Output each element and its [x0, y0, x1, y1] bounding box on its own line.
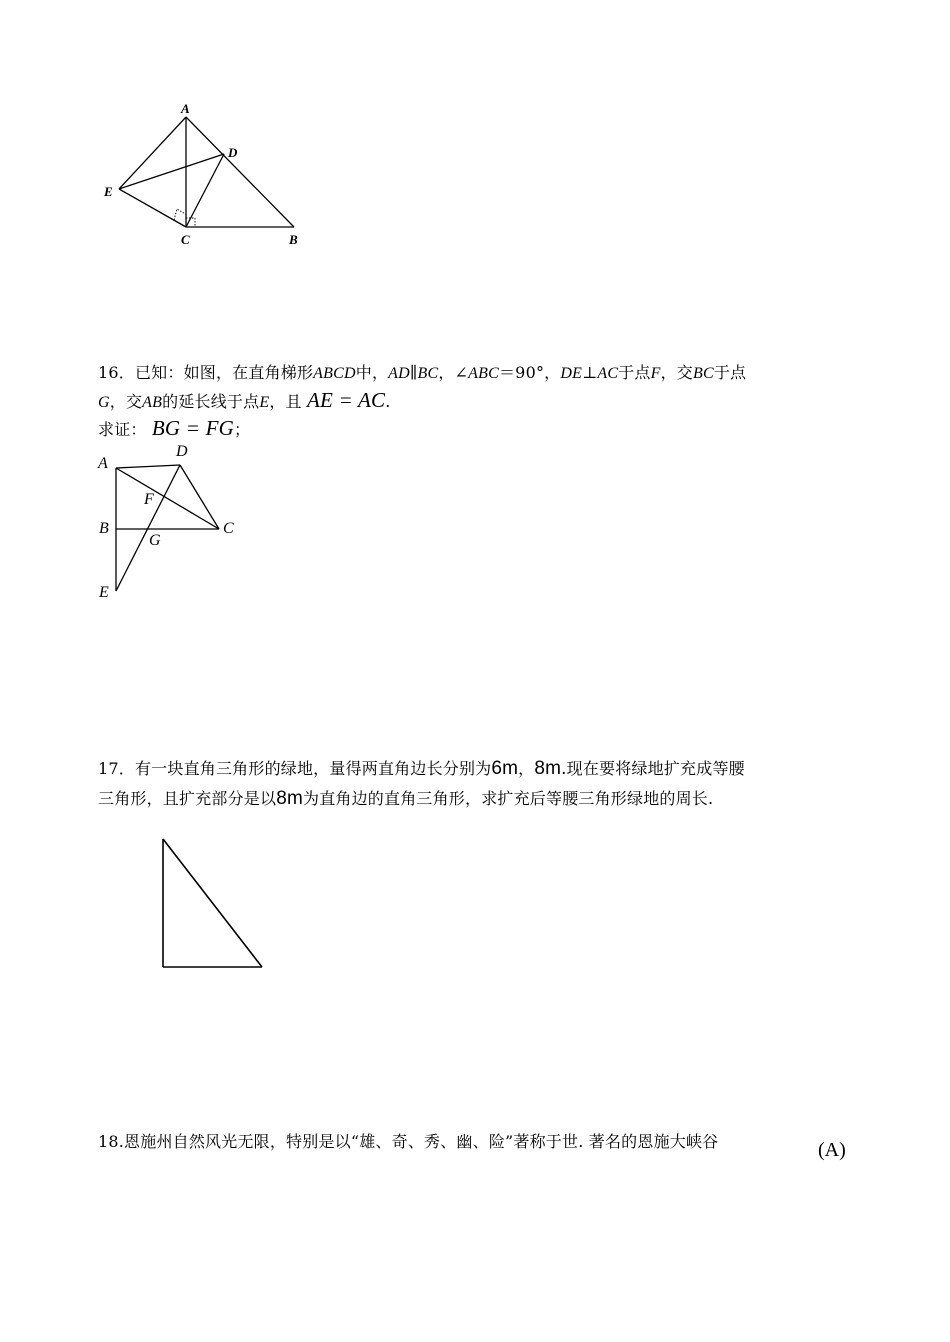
figure1-label-D: D [228, 145, 238, 160]
q17-value-6m: 6m [491, 758, 519, 779]
figure-right-triangle [155, 832, 275, 977]
q16-text: ，交 [109, 392, 143, 411]
q17-text: 三角形，且扩充部分是以 [98, 789, 277, 808]
q16-equation-ae-ac: AE = AC [307, 388, 386, 412]
perpendicular-symbol: ⊥ [582, 363, 598, 382]
q16-line1 [98, 360, 746, 383]
figure2-label-F: F [144, 491, 154, 508]
q16-ac: AC [597, 365, 619, 382]
q16-text: 于点 [618, 363, 651, 382]
q16-text: ，且 [269, 392, 302, 411]
q18-number: 18. [98, 1132, 125, 1151]
q17-text: 现在要将绿地扩充成等腰 [566, 759, 745, 778]
q16-abcd: ABCD [313, 365, 356, 382]
figure1-label-B: B [289, 232, 298, 247]
q16-de: DE [560, 365, 583, 382]
q16-line2 [98, 388, 391, 413]
q17-text: ， [518, 759, 535, 778]
q16-ab: AB [142, 394, 163, 411]
q16-text: 的延长线于点 [162, 392, 260, 411]
figure2-label-B: B [99, 520, 109, 537]
q16-ad: AD [388, 365, 410, 382]
figure2-label-A: A [98, 455, 108, 472]
q17-line1 [98, 756, 745, 780]
q16-text: ，∠ [438, 363, 469, 382]
figure2-label-C: C [223, 520, 234, 537]
parallel-symbol: ∥ [409, 363, 418, 382]
q16-text: ＝90°， [498, 363, 561, 382]
q16-f: F [650, 365, 661, 382]
q17-text: 为直角边的直角三角形，求扩充后等腰三角形绿地的周长. [303, 789, 714, 808]
figure2-label-D: D [176, 443, 188, 460]
q17-text: 有一块直角三角形的绿地，量得两直角边长分别为 [134, 759, 492, 778]
q16-text: 中， [355, 363, 389, 382]
q16-e: E [259, 394, 270, 411]
q16-number: 16． [98, 363, 135, 382]
q16-line3 [98, 416, 250, 441]
q17-value-8m: 8m. [534, 758, 567, 779]
figure2-label-G: G [149, 532, 161, 549]
q16-text: 于点 [713, 363, 747, 382]
q16-text: . [385, 392, 391, 411]
q16-equation-bg-fg: BG = FG [151, 416, 234, 440]
q17-value-8m-leg: 8m [276, 788, 303, 809]
q17-line2 [98, 786, 713, 810]
q16-abc: ABC [468, 365, 499, 382]
figure1-label-C: C [181, 232, 190, 247]
q16-bc: BC [417, 365, 439, 382]
q18-line1 [98, 1129, 718, 1152]
figure2-label-E: E [99, 584, 109, 601]
figure1-label-A: A [181, 101, 190, 116]
q16-prove-label: 求证： [98, 420, 147, 439]
q17-number: 17． [98, 759, 135, 778]
q18-text: 恩施州自然风光无限，特别是以“雄、奇、秀、幽、险”著称于世. 著名的恩施大峡谷 [124, 1132, 719, 1151]
q18-tail-marker: (A) [818, 1139, 846, 1161]
figure1-label-E: E [104, 184, 113, 199]
q16-text: ； [233, 420, 251, 439]
q16-bc: BC [693, 365, 714, 382]
q16-text: 已知：如图，在直角梯形 [134, 363, 314, 382]
q16-g: G [98, 394, 110, 411]
q16-text: ，交 [660, 363, 693, 382]
